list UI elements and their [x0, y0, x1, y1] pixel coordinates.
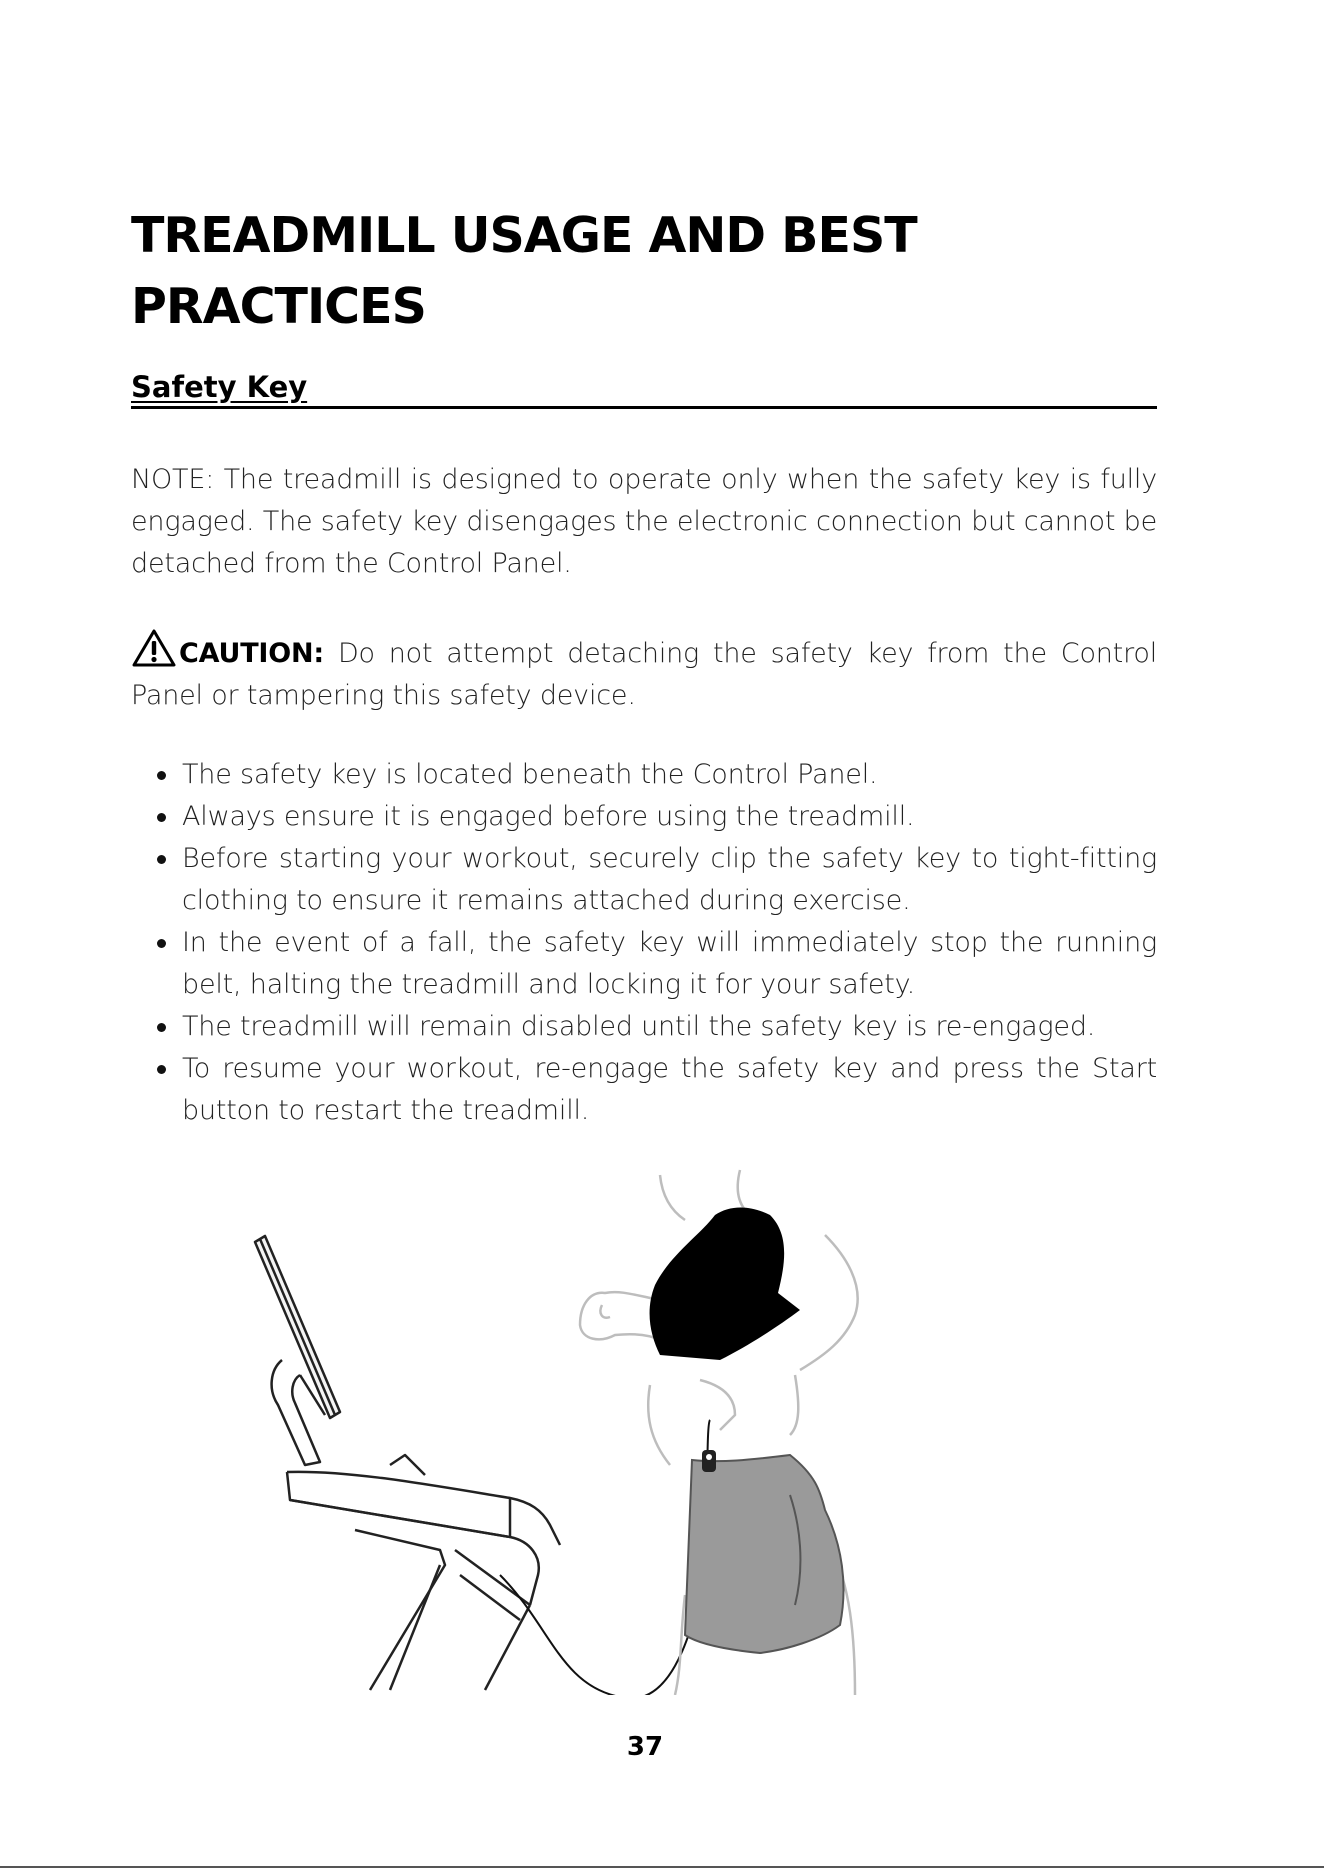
note-paragraph: NOTE: The treadmill is designed to operate only when the safety key is fully engaged. The safety key disengages the electronic connection but cannot be detached from the Control Panel. [131, 464, 1157, 579]
list-item: The treadmill will remain disabled until the safety key is re-engaged. [131, 1006, 1157, 1048]
list-item: Always ensure it is engaged before using the treadmill. [131, 796, 1157, 838]
caution-label: CAUTION: [179, 638, 325, 669]
section-heading-safety-key [131, 368, 1157, 409]
list-item: In the event of a fall, the safety key will immediately stop the running belt, halting the treadmill and locking it for your safety. [131, 922, 1157, 1006]
shorts [685, 1455, 844, 1653]
page-title-line-1: TREADMILL USAGE AND BEST [131, 207, 917, 264]
safety-key-illustration [230, 1165, 1050, 1695]
list-item: To resume your workout, re-engage the safety key and press the Start button to restart the treadmill. [131, 1048, 1157, 1132]
warning-triangle-icon [131, 628, 177, 668]
sports-top [650, 1208, 800, 1361]
safety-key-cord [500, 1420, 710, 1695]
safety-key-clip [702, 1450, 716, 1472]
page-title-line-2: PRACTICES [131, 278, 426, 335]
treadmill-console [255, 1236, 340, 1465]
list-item: Before starting your workout, securely clip the safety key to tight-fitting clothing to ensure it remains attached during exercise. [131, 838, 1157, 922]
safety-key-bullet-list [131, 754, 1157, 1132]
page-number: 37 [626, 1732, 664, 1762]
treadmill-frame [287, 1455, 560, 1690]
list-item: The safety key is located beneath the Control Panel. [131, 754, 1157, 796]
caution-text: Do not attempt detaching the safety key from the Control Panel or tampering this safety device. [131, 638, 1157, 711]
bottom-rule [0, 1866, 1324, 1868]
page-title [131, 200, 1131, 342]
caution-paragraph [131, 628, 1157, 717]
section-heading-label: Safety Key [131, 370, 308, 404]
